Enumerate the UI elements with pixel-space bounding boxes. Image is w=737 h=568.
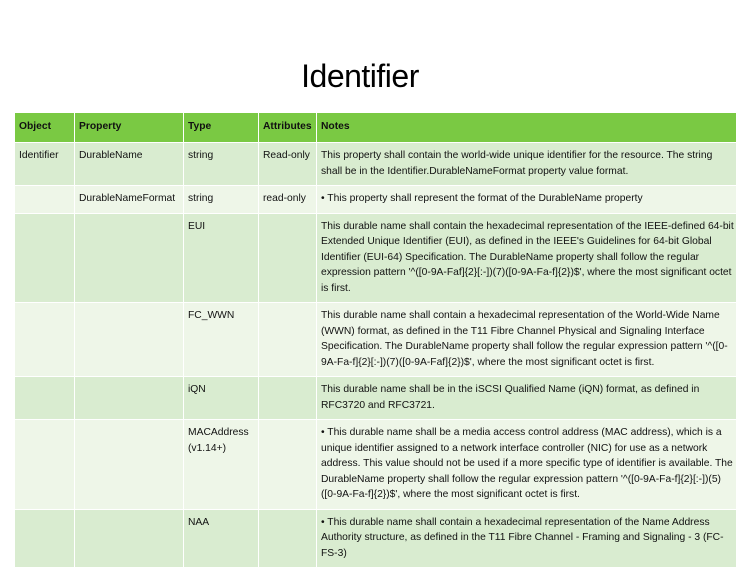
cell-property (75, 303, 184, 377)
cell-type: FC_WWN (184, 303, 259, 377)
header-attributes: Attributes (259, 113, 317, 143)
cell-type: NAA (184, 509, 259, 568)
cell-object (15, 303, 75, 377)
table-row (15, 509, 737, 568)
cell-object (15, 420, 75, 510)
cell-attributes (259, 377, 317, 420)
cell-object (15, 186, 75, 214)
cell-type: iQN (184, 377, 259, 420)
cell-object (15, 509, 75, 568)
table-row (15, 377, 737, 420)
cell-attributes: read-only (259, 186, 317, 214)
cell-object: Identifier (15, 143, 75, 186)
cell-type: string (184, 143, 259, 186)
table-row (15, 420, 737, 510)
cell-notes: • This durable name shall be a media access control address (MAC address), which is a unique identifier assigned to a network interface controller (NIC) for use as a network address. This value should not be used if a more specific type of identifier is available. The DurableName property shall follow the regular expression pattern '^([0-9A-Fa-f]{2}[:-])(5)([0-9A-Fa-f]{2})$', where the most significant octet is first. (317, 420, 737, 510)
cell-notes: • This property shall represent the format of the DurableName property (317, 186, 737, 214)
table-row (15, 213, 737, 303)
header-notes: Notes (317, 113, 737, 143)
cell-property: DurableNameFormat (75, 186, 184, 214)
cell-property (75, 213, 184, 303)
cell-notes: • This durable name shall contain a hexadecimal representation of the Name Address Authority structure, as defined in the T11 Fibre Channel - Framing and Signaling - 3 (FC-FS-3) (317, 509, 737, 568)
cell-attributes (259, 420, 317, 510)
cell-property: DurableName (75, 143, 184, 186)
identifier-table-container (14, 112, 734, 559)
table-header-row (15, 113, 737, 143)
cell-notes: This durable name shall be in the iSCSI Qualified Name (iQN) format, as defined in RFC3720 and RFC3721. (317, 377, 737, 420)
header-type: Type (184, 113, 259, 143)
cell-type: string (184, 186, 259, 214)
cell-property (75, 509, 184, 568)
cell-type: MACAddress (v1.14+) (184, 420, 259, 510)
table-row (15, 186, 737, 214)
cell-attributes (259, 213, 317, 303)
identifier-table (14, 112, 737, 568)
table-row (15, 303, 737, 377)
header-property: Property (75, 113, 184, 143)
header-object: Object (15, 113, 75, 143)
cell-attributes: Read-only (259, 143, 317, 186)
cell-attributes (259, 303, 317, 377)
page-title: Identifier (301, 58, 419, 94)
cell-object (15, 377, 75, 420)
cell-object (15, 213, 75, 303)
table-row (15, 143, 737, 186)
cell-notes: This property shall contain the world-wide unique identifier for the resource. The string shall be in the Identifier.DurableNameFormat property value format. (317, 143, 737, 186)
cell-property (75, 377, 184, 420)
cell-notes: This durable name shall contain the hexadecimal representation of the IEEE-defined 64-bit Extended Unique Identifier (EUI), as defined in the IEEE's Guidelines for 64-bit Global Identifier (EUI-64) Specification. The DurableName property shall follow the regular expression pattern '^([0-9A-Faf]{2}[:-])(7)([0-9A-Fa-f]{2})$', where the most significant octet is first. (317, 213, 737, 303)
cell-type: EUI (184, 213, 259, 303)
cell-notes: This durable name shall contain a hexadecimal representation of the World-Wide Name (WWN) format, as defined in the T11 Fibre Channel Physical and Signaling Interface Specification. The DurableName property shall follow the regular expression pattern '^([0-9A-Fa-f]{2}[:-])(7)([0-9A-Faf]{2})$', where the most significant octet is first. (317, 303, 737, 377)
cell-property (75, 420, 184, 510)
cell-attributes (259, 509, 317, 568)
